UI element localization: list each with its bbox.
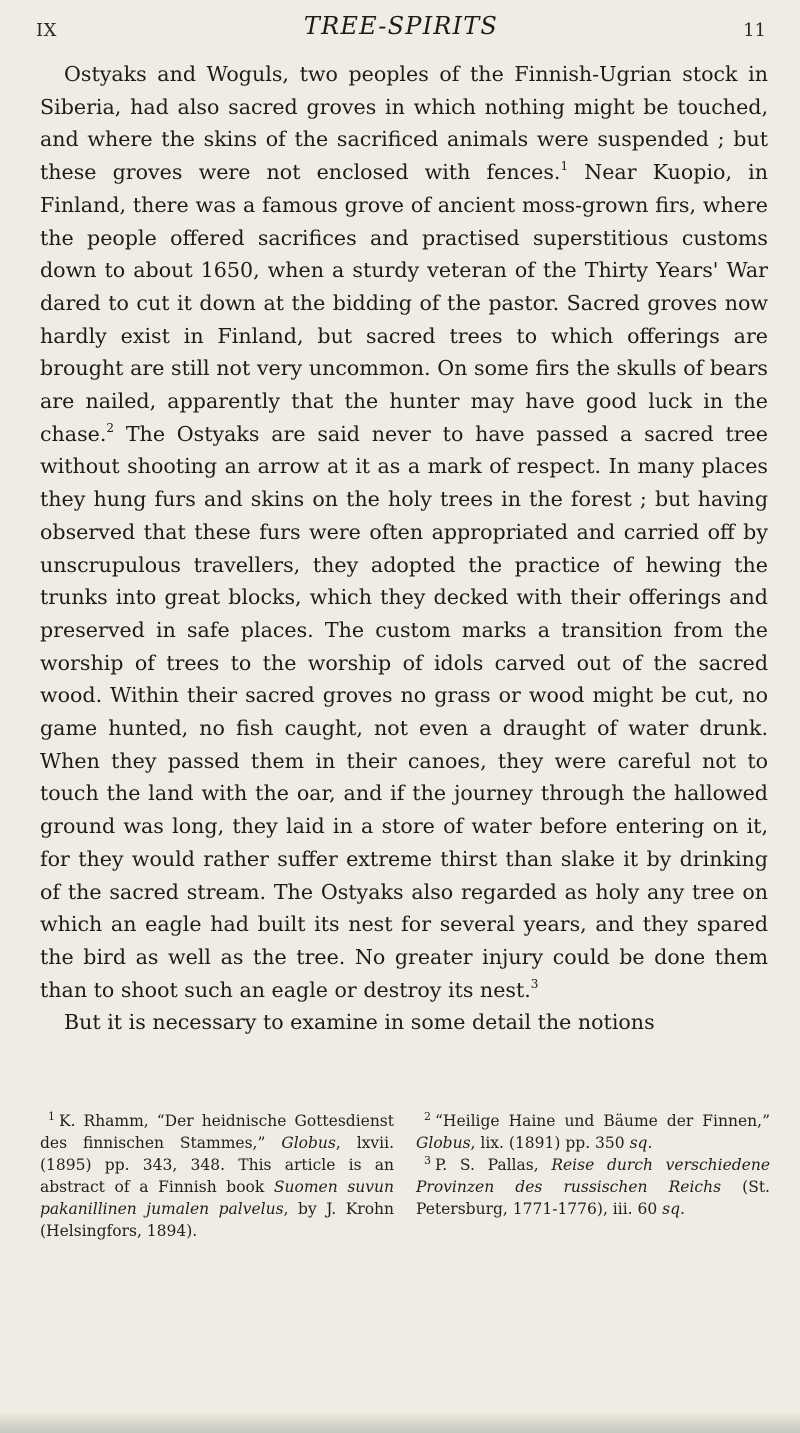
footnote-text: K. Rhamm, “Der heidnische Gottesdienst des finnischen Stammes,”: [40, 1112, 394, 1152]
footnote-title-italic: sq.: [662, 1200, 685, 1218]
footnotes: [40, 1110, 770, 1242]
footnote-column-left: [40, 1110, 394, 1242]
footnote-reference: 3: [530, 976, 539, 991]
paragraph-text: Ostyaks and Woguls, two peoples of the Finnish-Ugrian stock in Siberia, had also sacred groves in which nothing might be touched, and where the skins of the sacrificed animals were suspended ; but these groves were not enclosed with fences.: [40, 62, 768, 185]
footnote-title-italic: Globus: [416, 1134, 471, 1152]
chapter-signature: IX: [36, 20, 57, 41]
page-number: 11: [743, 20, 766, 41]
footnote-title-italic: sq.: [629, 1134, 653, 1152]
paragraph: [40, 1006, 768, 1039]
running-title: TREE-SPIRITS: [303, 12, 499, 40]
footnote-title-italic: Reise durch verschiedene Provinzen des russischen Reichs: [416, 1156, 770, 1196]
paragraph-text: But it is necessary to examine in some detail the notions: [64, 1010, 655, 1035]
footnote-text: , lix. (1891) pp. 350: [470, 1134, 630, 1152]
footnote-reference: 2: [106, 420, 115, 435]
paragraph: [40, 58, 768, 1006]
page-bottom-edge: [0, 1411, 800, 1433]
footnote-text: “Heilige Haine und Bäume der Finnen,”: [435, 1112, 770, 1130]
footnote-text: (St. Petersburg, 1771-1776), iii. 60: [416, 1178, 770, 1218]
footnote: [416, 1154, 770, 1220]
footnote-title-italic: Suomen suvun pakanillinen jumalen palvelus: [40, 1178, 394, 1218]
running-header: [36, 12, 766, 48]
footnote-number: 3: [424, 1154, 431, 1167]
footnote-column-right: [416, 1110, 770, 1242]
footnote-text: P. S. Pallas,: [435, 1156, 552, 1174]
footnote-title-italic: Globus: [281, 1134, 336, 1152]
footnote-reference: 1: [560, 159, 569, 174]
paragraph-text: Near Kuopio, in Finland, there was a famous grove of ancient moss-grown firs, where the people offered sacrifices and practised superstitious customs down to about 1650, when a sturdy veteran of the Thirty Years' War dared to cut it down at the bidding of the pastor. Sacred groves now hardly exist in Finland, but sacred trees to which offerings are brought are still not very uncommon. On some firs the skulls of bears are nailed, apparently that the hunter may have good luck in the chase.: [40, 160, 768, 446]
paragraph-text: The Ostyaks are said never to have passed a sacred tree without shooting an arrow at it as a mark of respect. In many places they hung furs and skins on the holy trees in the forest ; but having observed that these furs were often appropriated and carried off by unscrupulous travellers, they adopted the practice of hewing the trunks into great blocks, which they decked with their offerings and preserved in safe places. The custom marks a transition from the worship of trees to the worship of idols carved out of the sacred wood. Within their sacred groves no grass or wood might be cut, no game hunted, no fish caught, not even a draught of water drunk. When they passed them in their canoes, they were careful not to touch the land with the oar, and if the journey through the hallowed ground was long, they laid in a store of water before entering on it, for they would rather suffer extreme thirst than slake it by drinking of the sacred stream. The Ostyaks also regarded as holy any tree on which an eagle had built its nest for several years, and they spared the bird as well as the tree. No greater injury could be done them than to shoot such an eagle or destroy its nest.: [40, 421, 768, 1002]
footnote-number: 1: [48, 1110, 55, 1123]
footnote: [40, 1110, 394, 1242]
footnote-number: 2: [424, 1110, 431, 1123]
footnote: [416, 1110, 770, 1154]
footnote-text: , by J. Krohn (Helsingfors, 1894).: [40, 1200, 394, 1240]
main-text: [40, 58, 768, 1039]
footnote-text: , lxvii. (1895) pp. 343, 348. This article is an abstract of a Finnish book: [40, 1134, 395, 1196]
